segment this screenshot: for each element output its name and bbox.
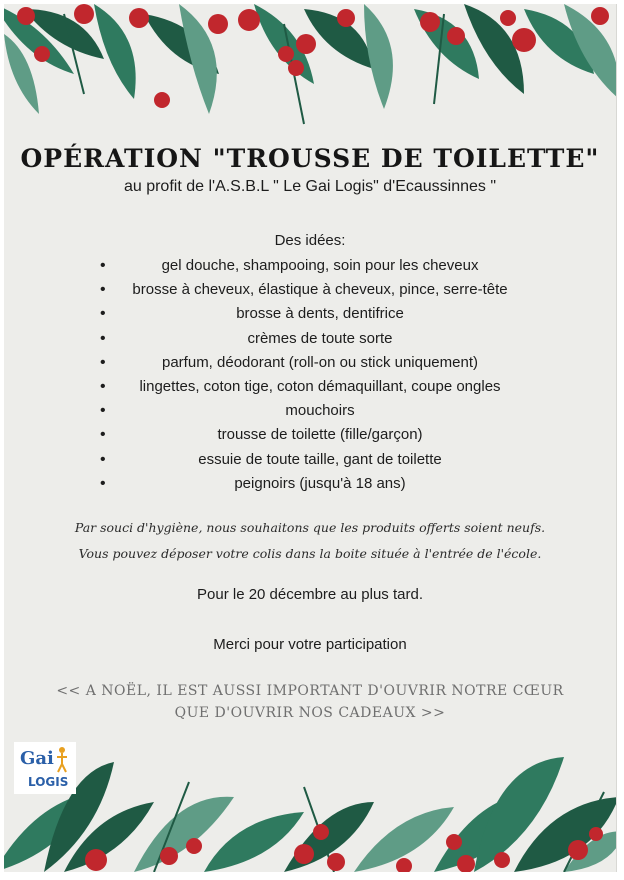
bullet-icon: • <box>100 281 106 299</box>
holly-bottom-decoration <box>4 742 616 872</box>
bullet-icon: • <box>100 426 106 444</box>
list-item: • mouchoirs <box>100 399 540 423</box>
svg-text:Gai: Gai <box>20 748 54 769</box>
bullet-icon: • <box>100 353 106 371</box>
holly-top-decoration <box>4 4 616 144</box>
list-item: • gel douche, shampooing, soin pour les cheveux <box>100 254 540 278</box>
flyer-page <box>4 4 617 872</box>
bullet-icon: • <box>100 377 106 395</box>
deadline-text: Pour le 20 décembre au plus tard. <box>197 586 423 603</box>
bullet-icon: • <box>100 402 106 420</box>
ideas-heading: Des idées: <box>274 232 346 249</box>
list-item: • brosse à cheveux, élastique à cheveux, pince, serre-tête <box>100 278 540 302</box>
list-item: • essuie de toute taille, gant de toilette <box>100 448 540 472</box>
bullet-icon: • <box>100 257 106 274</box>
list-item: • lingettes, coton tige, coton démaquillant, coupe ongles <box>100 375 540 399</box>
list-item: • brosse à dents, dentifrice <box>100 302 540 326</box>
flyer-subtitle: au profit de l'A.S.B.L " Le Gai Logis" d'Ecaussinnes " <box>123 178 497 195</box>
bullet-icon: • <box>100 329 106 347</box>
list-item: • peignoirs (jusqu'à 18 ans) <box>100 472 540 496</box>
list-item: • trousse de toilette (fille/garçon) <box>100 423 540 447</box>
bullet-icon: • <box>100 474 106 492</box>
list-item: • crèmes de toute sorte <box>100 327 540 351</box>
gai-logis-logo <box>14 742 76 794</box>
christmas-quote: << A NOËL, IL EST AUSSI IMPORTANT D'OUVRIR NOTRE CŒUR QUE D'OUVRIR NOS CADEAUX >> <box>56 683 564 721</box>
logo-icon <box>14 742 76 794</box>
list-item: • parfum, déodorant (roll-on ou stick uniquement) <box>100 351 540 375</box>
svg-text:LOGIS: LOGIS <box>28 775 69 789</box>
thanks-text: Merci pour votre participation <box>213 636 407 653</box>
hygiene-note: Par souci d'hygiène, nous souhaitons que les produits offerts soient neufs. <box>74 520 546 535</box>
flyer-title: OPÉRATION "TROUSSE DE TOILETTE" <box>20 144 600 173</box>
bullet-icon: • <box>100 305 106 323</box>
dropoff-note: Vous pouvez déposer votre colis dans la boite située à l'entrée de l'école. <box>78 546 542 561</box>
bullet-icon: • <box>100 450 106 468</box>
ideas-list <box>100 254 540 496</box>
